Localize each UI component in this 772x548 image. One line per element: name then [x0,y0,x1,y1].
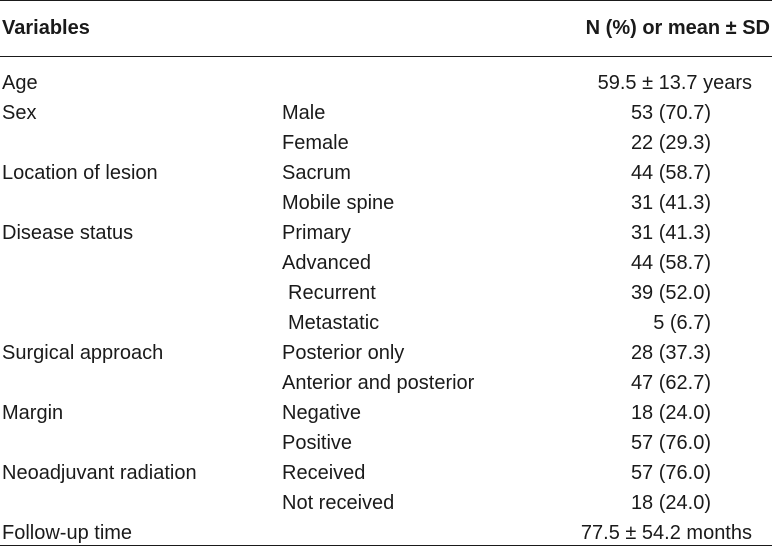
table-row [0,218,772,248]
subgroup-cell: Advanced [282,252,371,274]
value-cell: 57 (76.0) [630,462,711,484]
subgroup-cell: Primary [282,222,351,244]
value-cell: 53 (70.7) [630,102,711,124]
value-cell: 22 (29.3) [630,132,711,154]
value-cell: 28 (37.3) [630,342,711,364]
value-cell: 18 (24.0) [630,492,711,514]
variable-cell: Location of lesion [2,162,158,184]
value-cell: 57 (76.0) [630,432,711,454]
subgroup-cell: Male [282,102,326,124]
table-row [0,518,772,548]
value-cell: 31 (41.3) [630,222,711,244]
table-header-rule [0,56,772,57]
variable-cell: Surgical approach [2,342,164,364]
table-row [0,158,772,188]
table-row [0,248,772,278]
table-row [0,188,772,218]
header-statistic: N (%) or mean ± SD [585,17,770,39]
table-row [0,398,772,428]
subgroup-cell: Positive [282,432,353,454]
value-cell: 59.5 ± 13.7 years [597,72,752,94]
subgroup-cell: Negative [282,402,361,424]
subgroup-cell: Not received [282,492,395,514]
table-row [0,428,772,458]
table-row [0,488,772,518]
table-row [0,308,772,338]
variable-cell: Neoadjuvant radiation [2,462,197,484]
variable-cell: Age [2,72,38,94]
value-cell: 5 (6.7) [653,312,711,334]
value-cell: 47 (62.7) [630,372,711,394]
variable-cell: Follow-up time [2,522,133,544]
subgroup-cell: Female [282,132,349,154]
table-row [0,368,772,398]
subgroup-cell: Sacrum [282,162,351,184]
subgroup-cell: Received [282,462,366,484]
table-row [0,98,772,128]
subgroup-cell: Mobile spine [282,192,395,214]
value-cell: 39 (52.0) [630,282,711,304]
table-row [0,128,772,158]
subgroup-cell: Recurrent [288,282,376,304]
variable-cell: Disease status [2,222,134,244]
value-cell: 77.5 ± 54.2 months [580,522,752,544]
table-body [0,68,772,548]
value-cell: 18 (24.0) [630,402,711,424]
value-cell: 44 (58.7) [630,162,711,184]
subgroup-cell: Posterior only [282,342,405,364]
header-variables: Variables [2,17,90,39]
table-row [0,278,772,308]
table-row [0,458,772,488]
variable-cell: Sex [2,102,37,124]
variable-cell: Margin [2,402,64,424]
value-cell: 44 (58.7) [630,252,711,274]
subgroup-cell: Anterior and posterior [282,372,475,394]
table-row [0,68,772,98]
table-header [0,0,772,56]
subgroup-cell: Metastatic [288,312,380,334]
table-row [0,338,772,368]
value-cell: 31 (41.3) [630,192,711,214]
